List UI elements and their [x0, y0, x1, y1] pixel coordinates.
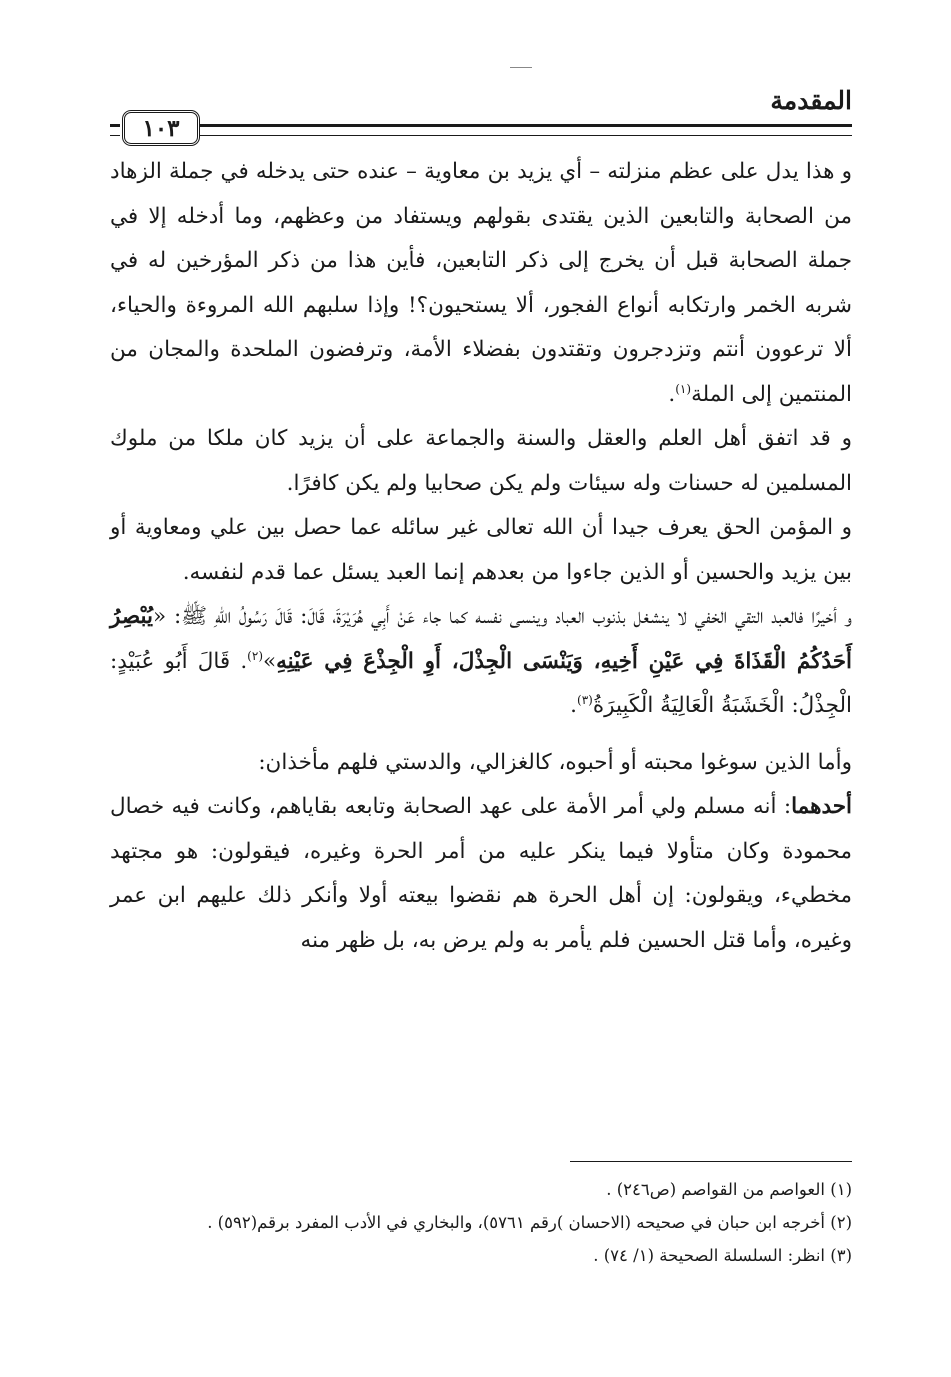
running-title: المقدمة	[770, 86, 852, 115]
paragraph-3: و المؤمن الحق يعرف جيدا أن الله تعالى غير سائله عما حصل بين علي ومعاوية أو بين يزيد والحسين أو الذين جاءوا من بعدهم إنما العبد يسئل عما قدم لنفسه.	[110, 515, 852, 585]
hadith-intro: و أخيرًا فالعبد التقي الخفي لا ينشغل بذنوب العباد وينسى نفسه كما جاء عَنْ أَبِي هُرَيْرَةَ، قَالَ: قَالَ رَسُولُ اللهِ ﷺ: «	[152, 604, 852, 629]
paragraph-2: و قد اتفق أهل العلم والعقل والسنة والجماعة على أن يزيد كان ملكا من ملوك المسلمين له حسنات وله سيئات ولم يكن صحابيا ولم يكن كافرًا.	[110, 426, 852, 496]
footnote-ref-1: (١)	[675, 381, 692, 396]
header-rule	[200, 124, 852, 136]
footnote-2: (٢) أخرجه ابن حبان في صحيحه (الاحسان )رقم ٥٧٦١)، والبخاري في الأدب المفرد برقم(٥٩٢) .	[207, 1213, 852, 1232]
paragraph-closing-intro: وأما الذين سوغوا محبته أو أحبوه، كالغزالي، والدستي فلهم مأخذان:	[258, 749, 852, 775]
hadith-after: . قَالَ أَبُو عُبَيْدٍ: الْجِذْلُ: الْخَشَبَةُ الْعَالِيَةُ الْكَبِيرَةُ	[110, 648, 852, 718]
footnote-separator	[570, 1161, 852, 1162]
footnotes	[110, 1173, 852, 1272]
main-text	[110, 150, 852, 963]
footnote-1: (١) العواصم من القواصم (ص٢٤٦) .	[606, 1180, 852, 1199]
paragraph-1	[110, 150, 852, 417]
hadith-close: »	[263, 648, 277, 674]
page-number: ١٠٣	[142, 114, 180, 142]
footnote-ref-3: (٣)	[577, 692, 593, 707]
page-number-box	[122, 110, 200, 146]
page-header	[110, 82, 852, 144]
hadith-end: .	[570, 693, 577, 718]
paragraph-1-end: .	[668, 381, 676, 407]
paragraph-hadith	[110, 595, 852, 729]
footnote-3: (٣) انظر: السلسلة الصحيحة (١/ ٧٤) .	[593, 1246, 852, 1265]
first-reason-text: : أنه مسلم ولي أمر الأمة على عهد الصحابة وتابعه بقاياهم، وكانت فيه خصال محمودة وكان متأولا فيما ينكر عليه من أمر الحرة وغيره، فيقولون: هو مجتهد مخطيء، ويقولون: إن أهل الحرة هم نقضوا بيعته أولا وأنكر ذلك عليهم ابن عمر وغيره، وأما قتل الحسين فلم يأمر به ولم يرض به، بل ظهر منه	[110, 794, 852, 953]
paragraph-first-reason	[110, 785, 852, 963]
header-rule-tail	[110, 124, 120, 136]
first-reason-label: أحدهما	[791, 794, 852, 819]
footnote-ref-2: (٢)	[247, 648, 263, 663]
paragraph-1-text: و هذا يدل على عظم منزلته – أي يزيد بن معاوية – عنده حتى يدخله في جملة الزهاد من الصحابة والتابعين الذين يقتدى بقولهم ويستفاد من وعظهم، وما أدخله إلا في جملة الصحابة قبل أن يخرج إلى ذكر التابعين، فأين هذا من ذكر المؤرخين له في شربه الخمر وارتكابه أنواع الفجور، ألا يستحيون؟! وإذا سلبهم الله المروءة والحياء، ألا ترعوون أنتم وتزدجرون وتقتدون بفضلاء الأمة، وترفضون الملحدة والمجان من المنتمين إلى الملة	[110, 159, 852, 407]
top-ornament-dash	[510, 67, 532, 68]
hadith-quote: يُبْصِرُ أَحَدُكُمُ الْقَذَاةَ فِي عَيْنِ أَخِيهِ، وَيَنْسَى الْجِذْلَ، أَوِ الْجِذْعَ فِي عَيْنِهِ	[110, 604, 852, 674]
